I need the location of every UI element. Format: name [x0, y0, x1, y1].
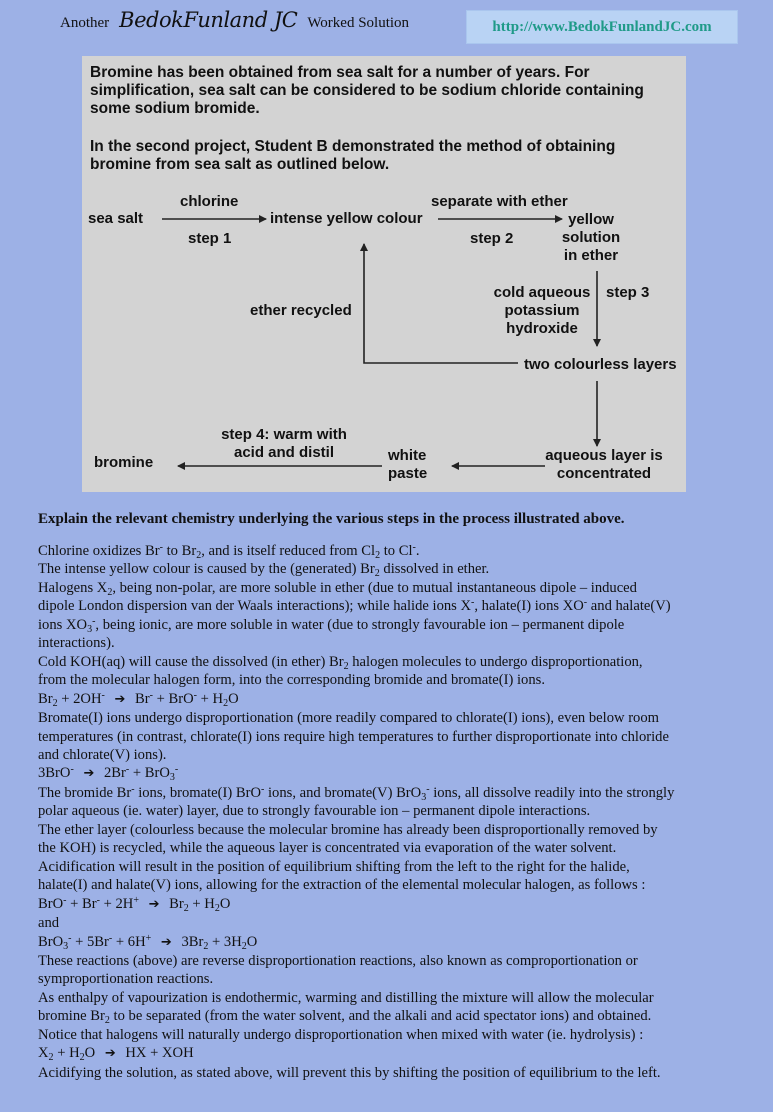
answer-line: bromine $Br_2$ to be separated (from the water solvent, and the alkali and acid spectator ions) and obtained.	[38, 1008, 652, 1027]
answer-line: halate(I) and halate(V) ions, allowing for the extraction of the elemental molecular halogen, as follows :	[38, 877, 646, 894]
answer-line: and	[38, 915, 60, 932]
label-step1: step 1	[188, 230, 232, 247]
answer-line: Cold KOH(aq) will cause the dissolved (in ether) $Br_2$ halogen molecules to undergo disproportionation,	[38, 653, 643, 672]
answer-line: As enthalpy of vapourization is endothermic, warming and distilling the mixture will allow the molecular	[38, 989, 654, 1006]
page-header	[60, 8, 409, 32]
answer-line: Notice that halogens will naturally undergo disproportionation when mixed with water (ie. hydrolysis) :	[38, 1026, 644, 1043]
answer-line: Bromate(I) ions undergo disproportionation (more readily compared to chlorate(I) ions), even below room	[38, 710, 659, 727]
answer-line: polar aqueous (ie. water) layer, due to strongly favourable ion – permanent dipole interactions.	[38, 803, 591, 820]
answer-line: The ether layer (colourless because the molecular bromine has already been disproportionally removed by	[38, 821, 658, 838]
question-paragraph-2: In the second project, Student B demonstrated the method of obtaining bromine from sea salt as outlined below.	[90, 138, 616, 173]
equation-line: 3BrO- ➔ 2Br- + BrO$_3$-	[38, 764, 179, 784]
label-aqueous-layer: aqueous layer is concentrated	[545, 447, 663, 482]
answer-line: and chlorate(V) ions).	[38, 746, 167, 763]
header-suffix: Worked Solution	[307, 15, 410, 31]
answer-line: The bromide Br- ions, bromate(I) BrO- ions, and bromate(V) BrO$_3$- ions, all dissolve readily into the strongly	[38, 783, 675, 803]
answer-line: Acidifying the solution, as stated above, will prevent this by shifting the position of equilibrium to the left.	[38, 1064, 661, 1081]
equation-line: $Br_2 + 2OH^-$ ➔ $Br^- + BrO^- + H_2O$	[38, 689, 239, 709]
answer-line: These reactions (above) are reverse disproportionation reactions, also known as comproportionation or	[38, 952, 638, 969]
question-paragraph-1: Bromine has been obtained from sea salt for a number of years. For simplification, sea salt can be considered to be sodium chloride containing some sodium bromide.	[90, 64, 644, 117]
answer-line: interactions).	[38, 635, 115, 652]
answer-line: symproportionation reactions.	[38, 971, 214, 988]
label-bromine: bromine	[94, 454, 154, 471]
label-step4: step 4: warm with acid and distil	[221, 426, 347, 461]
answer-line: Acidification will result in the position of equilibrium shifting from the left to the right for the halide,	[38, 858, 630, 875]
label-step3: step 3	[606, 284, 650, 301]
label-white-paste: white paste	[388, 447, 428, 482]
flow-arrows	[82, 56, 686, 492]
label-intense-yellow: intense yellow colour	[270, 210, 423, 227]
answer-line: temperatures (in contrast, chlorate(I) ions require high temperatures to further disproportionate into chloride	[38, 728, 669, 745]
answer-line: Chlorine oxidizes Br- to $Br_2$, and is itself reduced from $Cl_2$ to Cl-.	[38, 542, 420, 561]
site-url-link[interactable]: http://www.BedokFunlandJC.com	[466, 10, 738, 44]
answer-line: dipole London dispersion van der Waals interactions); while halide ions X-, halate(I) ions XO- and halate(V)	[38, 597, 671, 615]
label-two-layers: two colourless layers	[524, 356, 677, 373]
question-panel	[82, 56, 686, 492]
equation-line: $X_2 + H_2O$ ➔ HX + XOH	[38, 1045, 194, 1064]
answer-line: from the molecular halogen form, into the corresponding bromide and bromate(I) ions.	[38, 672, 545, 689]
answer-text	[38, 542, 738, 1082]
label-step2: step 2	[470, 230, 514, 247]
label-sea-salt: sea salt	[88, 210, 144, 227]
header-prefix: Another	[60, 15, 110, 31]
label-ether-recycled: ether recycled	[250, 302, 352, 319]
equation-line: BrO- + Br- + 2H+ ➔ $Br_2 + H_2O$	[38, 894, 231, 914]
answer-line: the KOH) is recycled, while the aqueous layer is concentrated via evaporation of the water solvent.	[38, 840, 617, 857]
equation-line: BrO$_3$- + 5Br- + 6H+ ➔ $3Br_2 + 3H_2O$	[38, 932, 258, 952]
label-separate-ether: separate with ether	[431, 193, 568, 210]
question-prompt: Explain the relevant chemistry underlying the various steps in the process illustrated above.	[38, 511, 625, 527]
answer-line: Halogens $X_2$, being non-polar, are more soluble in ether (due to mutual instantaneous dipole – induced	[38, 579, 637, 598]
brand-logo-text: BedokFunland JC	[119, 8, 298, 32]
label-yellow-solution: yellow solution in ether	[561, 211, 621, 264]
answer-line: The intense yellow colour is caused by the (generated) $Br_2$ dissolved in ether.	[38, 561, 490, 580]
label-cold-koh: cold aqueous potassium hydroxide	[493, 284, 591, 337]
label-chlorine: chlorine	[180, 193, 239, 210]
answer-line: ions $XO_3^-$, being ionic, are more soluble in water (due to strongly favourable ion – permanent dipole	[38, 615, 625, 635]
